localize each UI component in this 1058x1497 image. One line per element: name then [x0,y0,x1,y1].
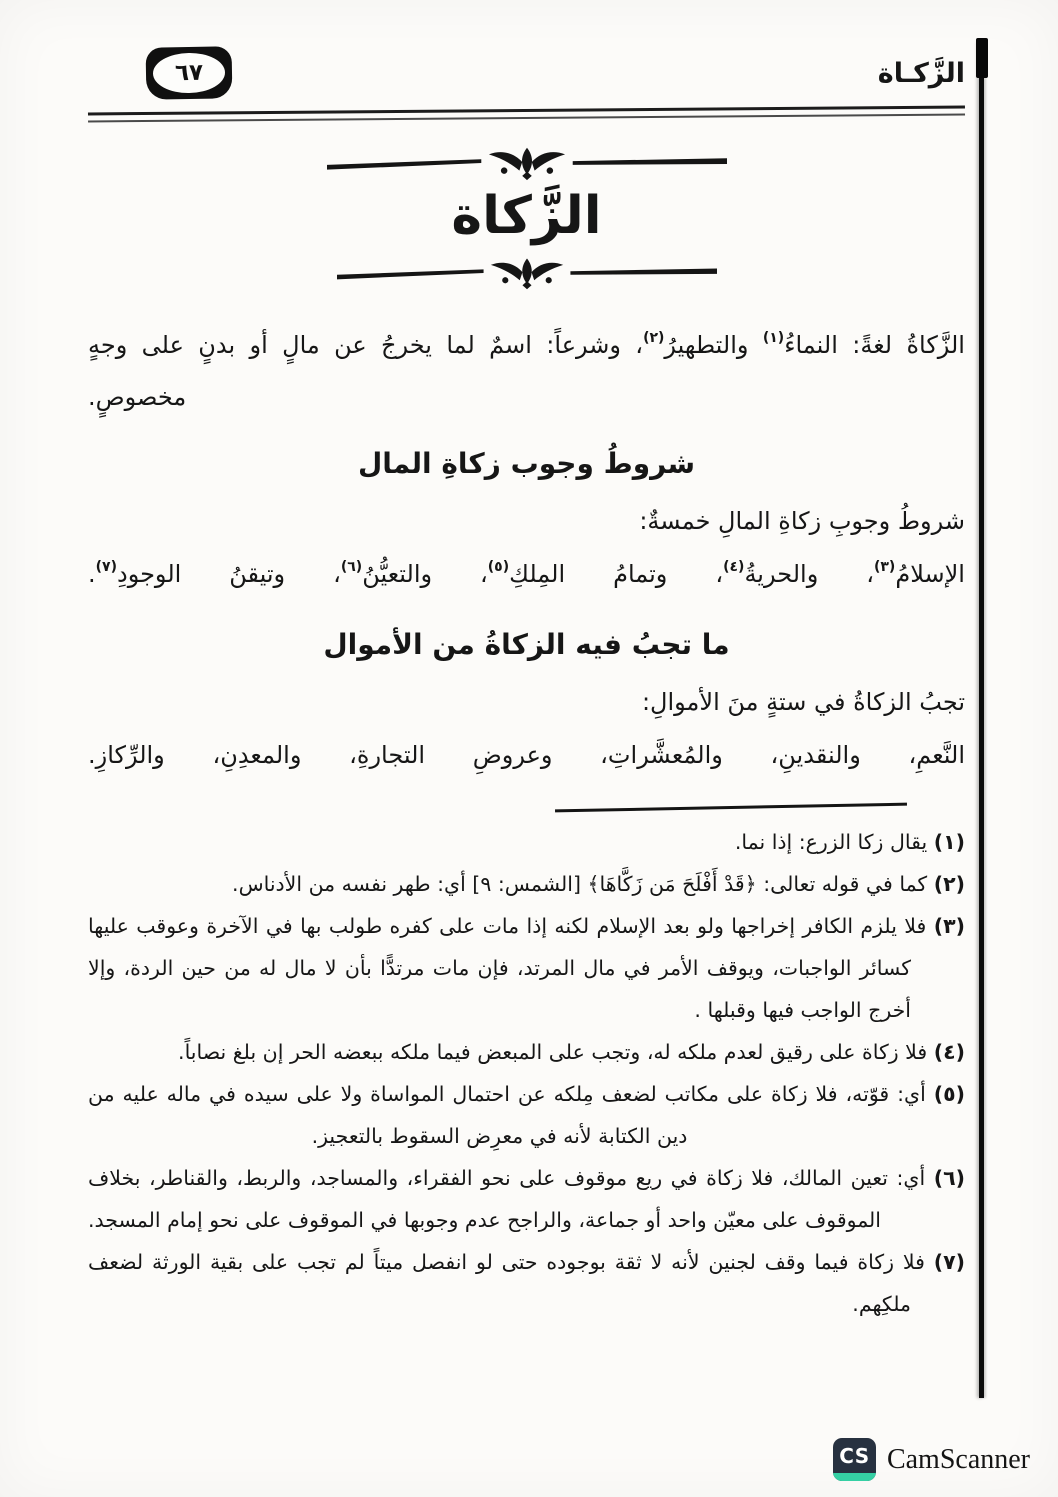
footnote-separator [555,802,907,812]
footnote-5-number: (٥) [933,1081,965,1106]
footnote-2-text: كما في قوله تعالى: ﴿قَدْ أَفْلَحَ مَن زَكَّاهَا﴾ [الشمس: ٩] أي: طهر نفسه من الأدناس. [232,871,928,896]
footnote-5 [88,1073,965,1157]
condition-determination: ، والتعيُّنُ [362,560,488,589]
footnote-6 [88,1157,965,1241]
condition-period: . [88,560,96,589]
intro-text-3: ، وشرعاً: اسمٌ لما يخرجُ عن مالٍ أو بدنٍ على وجهٍ مخصوصٍ. [88,330,644,412]
calligraphic-ornament-bottom [337,255,717,291]
section-heading-zakatable-wealth: ما تجبُ فيه الزكاةُ من الأموال [323,627,730,661]
chapter-header-title: الزَّكـاة [877,57,965,89]
footnote-3-number: (٣) [933,913,965,938]
conditions-list [88,548,965,601]
calligraphic-ornament-top [327,145,727,181]
condition-freedom: ، والحريةُ [744,560,874,589]
footnote-2-number: (٢) [933,871,965,896]
footnote-ref-7: (٧) [95,559,117,576]
wealth-list: النَّعمِ، والنقدينِ، والمُعشَّراتِ، وعروضِ التجارةِ، والمعدِنِ، والرِّكازِ. [88,740,965,769]
page-number-badge [146,46,233,99]
footnote-ref-5: (٥) [487,559,510,576]
footnote-4 [88,1031,965,1073]
footnote-6-text: أي: تعين المالك، فلا زكاة في ريع موقوف على نحو الفقراء، والمساجد، والربط، والقناطر، بخلاف الموقوف على معيّن واحد أو جماعة، والراجح عدم وجوبها في الموقوف على نحو إمام المسجد. [88,1165,926,1232]
conditions-lead: شروطُ وجوبِ زكاةِ المالِ خمسةٌ: [639,507,965,536]
condition-certain-existence: ، وتيقنُ الوجودِ [117,560,341,589]
footnote-7 [88,1241,965,1325]
header-divider [88,106,965,123]
condition-islam: الإسلامُ [895,560,965,589]
footnote-4-number: (٤) [933,1039,965,1064]
camscanner-icon-teal-strip [833,1473,876,1481]
running-header [88,46,965,100]
footnote-4-text: فلا زكاة على رقيق لعدم ملكه له، وتجب على المبعض فيما ملكه ببعضه الحر إن بلغ نصاباً. [178,1039,928,1064]
footnote-7-number: (٧) [933,1249,965,1274]
footnote-3 [88,905,965,1031]
page-title: الزَّكاة [451,186,602,246]
footnote-1-text: يقال زكا الزرع: إذا نما. [734,829,928,854]
footnote-1-number: (١) [933,829,965,854]
footnote-ref-6: (٦) [340,559,363,576]
footnote-ref-2: (٢) [643,329,665,346]
footnote-ref-3: (٣) [873,559,896,576]
footnotes-block [88,821,965,1325]
camscanner-icon [833,1438,876,1481]
wealth-lead: تجبُ الزكاةُ في ستةٍ منَ الأموالِ: [641,688,965,717]
footnote-1 [88,821,965,863]
footnote-2 [88,863,965,905]
intro-text-2: والتطهيرُ [664,330,763,359]
condition-full-ownership: ، وتمامُ المِلكِ [509,560,724,589]
footnote-ref-1: (١) [762,329,785,346]
page-number: ٦٧ [153,52,226,93]
footnote-ref-4: (٤) [723,559,745,576]
footnote-3-text: فلا يلزم الكافر إخراجها ولو بعد الإسلام لكنه إذا مات على كفره طولب بها في الآخرة وعوقب عليها كسائر الواجبات، ويوقف الأمر في مال المرتد، فإن مات مرتدًّا بأن لا مال له من حين الردة، وإلا أخرج الواجب فيها وقبلها . [88,913,927,1022]
footnote-6-number: (٦) [933,1165,965,1190]
camscanner-label: CamScanner [886,1443,1030,1475]
footnote-7-text: فلا زكاة فيما وقف لجنين لأنه لا ثقة بوجوده حتى لو انفصل ميتاً لم تجب على بقية الورثة لضعف ملكِهم. [88,1249,925,1316]
camscanner-icon-initials: CS [839,1444,870,1468]
intro-text-1: الزَّكاةُ لغةً: النماءُ [784,330,965,359]
camscanner-watermark [833,1438,1030,1481]
footnote-5-text: أي: قوّته، فلا زكاة على مكاتب لضعف مِلكه عن احتمال المواساة ولا على سيده في ماله عليه من دين الكتابة لأنه في معرِض السقوط بالتعجيز. [88,1081,926,1148]
section-heading-conditions: شروطُ وجوب زكاةِ المال [357,447,696,481]
intro-paragraph [88,319,965,425]
